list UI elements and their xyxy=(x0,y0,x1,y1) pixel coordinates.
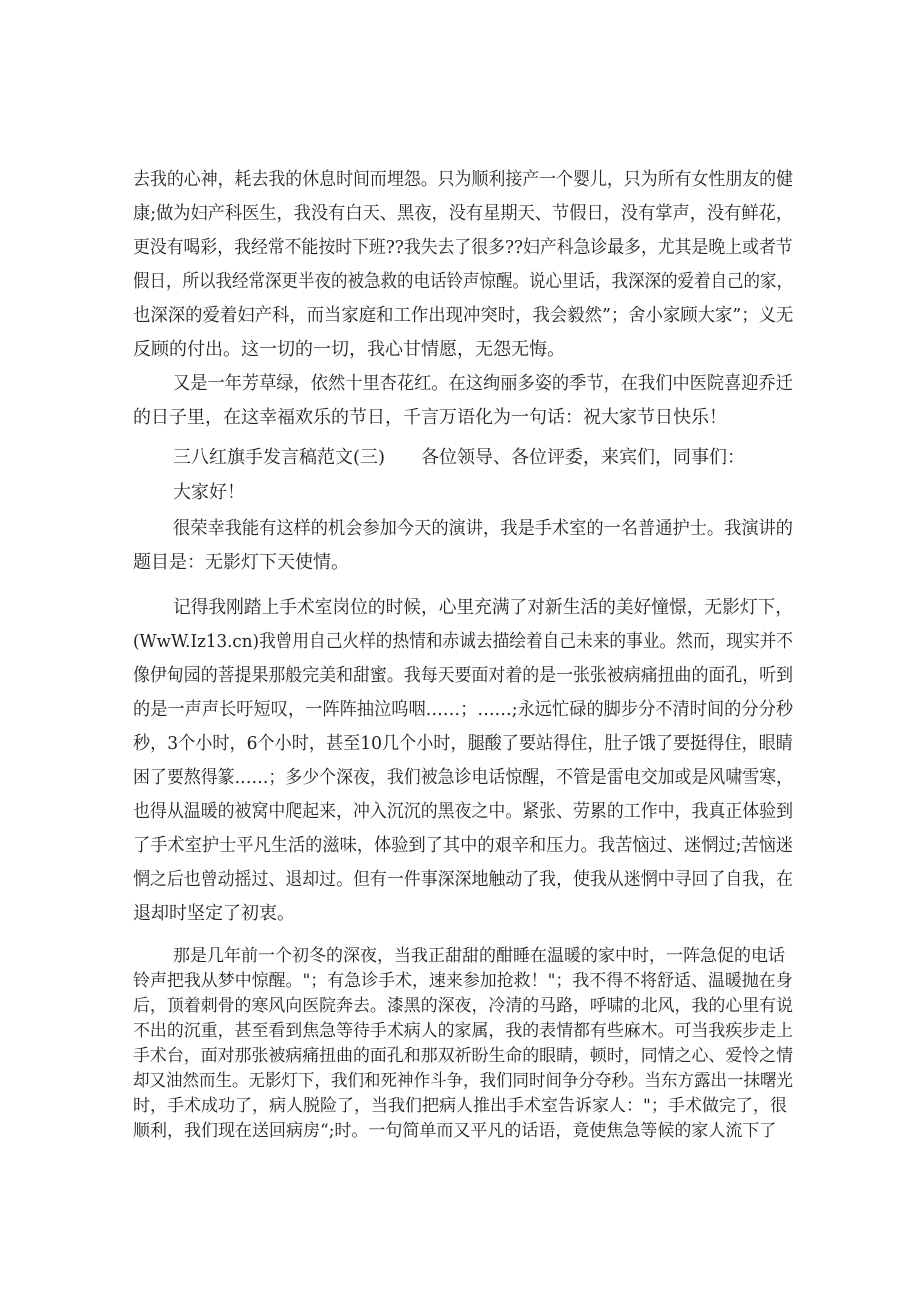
paragraph-line: 困了要熬得篆……；多少个深夜，我们被急诊电话惊醒，不管是雷电交加或是风啸雪寒， xyxy=(133,767,794,788)
paragraph-line: 退却时坚定了初衷。 xyxy=(133,903,295,924)
paragraph-line: 也深深的爱着妇产科，而当家庭和工作出现冲突时，我会毅然”；舍小家顾大家”；义无 xyxy=(133,305,794,326)
paragraph-line: 更没有喝彩，我经常不能按时下班??我失去了很多??妇产科急诊最多，尤其是晚上或者节 xyxy=(133,237,793,258)
paragraph-line: 惘之后也曾动摇过、退却过。但有一件事深深地触动了我，使我从迷惘中寻回了自我，在 xyxy=(133,869,794,890)
greeting: 大家好！ xyxy=(173,482,245,503)
paragraph-line: 铃声把我从梦中惊醒。"；有急诊手术，速来参加抢救！"；我不得不将舒适、温暖抛在身 xyxy=(133,971,793,991)
paragraph-line: 反顾的付出。这一切的一切，我心甘情愿，无怨无悔。 xyxy=(133,339,565,360)
paragraph-line: 的是一声声长吁短叹，一阵阵抽泣呜咽……；……;永远忙碌的脚步分不清时间的分分秒 xyxy=(133,699,794,720)
paragraph-line: 题目是：无影灯下天使情。 xyxy=(133,552,349,573)
paragraph-line: 又是一年芳草绿，依然十里杏花红。在这绚丽多姿的季节，在我们中医院喜迎乔迁 xyxy=(173,373,794,394)
paragraph-line: 时，手术成功了，病人脱险了，当我们把病人推出手术室告诉家人："；手术做完了，很 xyxy=(133,1096,787,1116)
paragraph-line: 顺利，我们现在送回病房“;时。一句简单而又平凡的话语，竟使焦急等候的家人流下了 xyxy=(133,1121,777,1141)
paragraph-line: 却又油然而生。无影灯下，我们和死神作斗争，我们同时间争分夺秒。当东方露出一抹曙光 xyxy=(133,1071,794,1091)
paragraph-line: 了手术室护士平凡生活的滋味，体验到了其中的艰辛和压力。我苦恼过、迷惘过;苦恼迷 xyxy=(133,835,794,856)
paragraph-line: 也得从温暖的被窝中爬起来，冲入沉沉的黑夜之中。紧张、劳累的工作中，我真正体验到 xyxy=(133,801,794,822)
paragraph-line: 像伊甸园的菩提果那般完美和甜蜜。我每天要面对着的是一张张被病痛扭曲的面孔，听到 xyxy=(133,665,794,686)
paragraph-line: 假日，所以我经常深更半夜的被急救的电话铃声惊醒。说心里话，我深深的爱着自己的家， xyxy=(133,271,794,292)
paragraph-line: 很荣幸我能有这样的机会参加今天的演讲，我是手术室的一名普通护士。我演讲的 xyxy=(173,518,794,539)
heading-title: 三八红旗手发言稿范文(三) xyxy=(173,447,386,468)
section-heading xyxy=(173,446,793,470)
paragraph-line: 秒，3个小时，6个小时，甚至10几个小时，腿酸了要站得住，肚子饿了要挺得住，眼睛 xyxy=(133,733,793,754)
paragraph-line: 后，顶着刺骨的寒风向医院奔去。漆黑的深夜，冷清的马路，呼啸的北风，我的心里有说 xyxy=(133,996,794,1016)
paragraph-line: 的日子里，在这幸福欢乐的节日，千言万语化为一句话：祝大家节日快乐！ xyxy=(133,407,727,428)
heading-salutation: 各位领导、各位评委，来宾们，同事们： xyxy=(421,447,746,468)
paragraph-line: 记得我刚踏上手术室岗位的时候，心里充满了对新生活的美好憧憬，无影灯下， xyxy=(173,597,793,618)
paragraph-line: 不出的沉重，甚至看到焦急等待手术病人的家属，我的表情都有些麻木。可当我疾步走上 xyxy=(133,1021,794,1041)
paragraph-line: 那是几年前一个初冬的深夜，当我正甜甜的酣睡在温暖的家中时，一阵急促的电话 xyxy=(173,946,785,966)
paragraph-line: (WwW.Iz13.cn)我曾用自己火样的热情和赤诚去描绘着自己未来的事业。然而，现实并不 xyxy=(133,631,793,652)
paragraph-line: 去我的心神，耗去我的休息时间而埋怨。只为顺利接产一个婴儿，只为所有女性朋友的健 xyxy=(133,169,794,190)
paragraph-line: 康;做为妇产科医生，我没有白天、黑夜，没有星期天、节假日，没有掌声，没有鲜花， xyxy=(133,203,794,224)
paragraph-line: 手术台，面对那张被病痛扭曲的面孔和那双祈盼生命的眼睛，顿时，同情之心、爱怜之情 xyxy=(133,1046,794,1066)
